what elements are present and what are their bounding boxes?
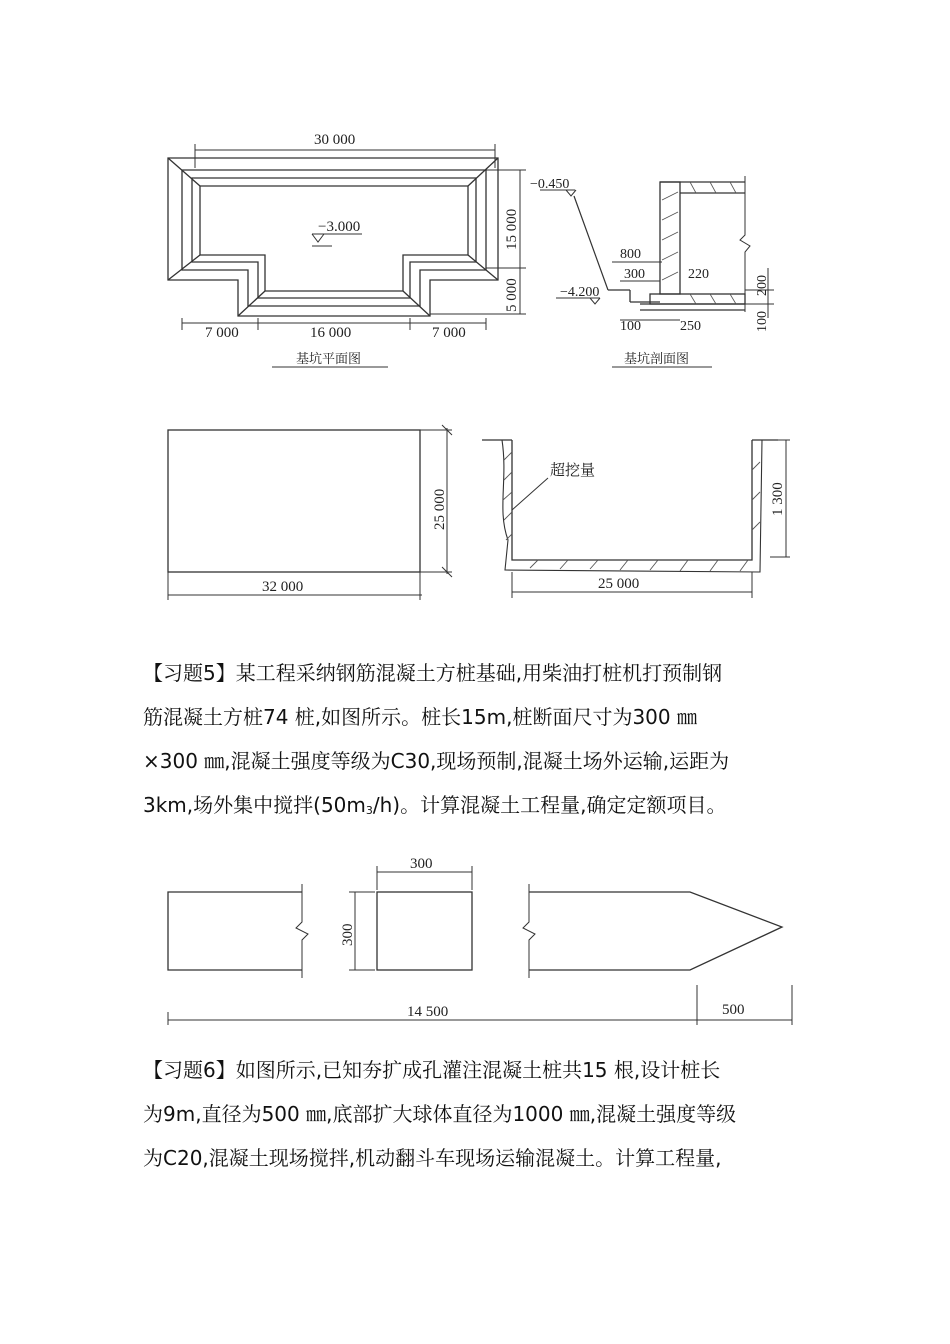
section-dim-200: 200 xyxy=(755,275,770,296)
plan-outline-inner xyxy=(200,186,468,291)
problem-6-line-1: 【习题6】如图所示,已知夯扩成孔灌注混凝土桩共15 根,设计桩长 xyxy=(143,1058,721,1082)
problem-5-line-2: 筋混凝土方桩74 桩,如图所示。桩长15m,桩断面尺寸为300 ㎜ xyxy=(143,705,697,729)
section-bottom-elev: −4.200 xyxy=(560,285,600,300)
problem-5-line-4-a: 3km,场外集中搅拌(50m xyxy=(143,793,366,817)
problem-5-line-4-sub: 3 xyxy=(365,804,373,817)
excavation-rect-width: 32 000 xyxy=(262,579,304,595)
section-dim-800: 800 xyxy=(620,247,641,262)
plan-right-dim-lower: 5 000 xyxy=(504,278,520,312)
plan-right-dim-upper: 15 000 xyxy=(504,208,520,250)
pile-tip-length: 500 xyxy=(722,1002,745,1018)
section-dim-100-vertical: 100 xyxy=(755,311,770,332)
pile-tip-segment xyxy=(529,892,782,970)
problem-5-line-3: ×300 ㎜,混凝土强度等级为C30,现场预制,混凝土场外运输,运距为 xyxy=(143,749,730,773)
section-dim-100-horizontal: 100 xyxy=(620,319,641,334)
section-dim-220: 220 xyxy=(688,267,709,282)
plan-outline-2 xyxy=(182,170,486,306)
excavation-rect-height: 25 000 xyxy=(432,488,448,530)
section-caption: 基坑剖面图 xyxy=(624,352,690,367)
problem-6-text xyxy=(143,1048,823,1180)
section-dim-250: 250 xyxy=(680,319,701,334)
pit-width: 25 000 xyxy=(598,576,640,592)
problem-6-line-3: 为C20,混凝土现场搅拌,机动翻斗车现场运输混凝土。计算工程量, xyxy=(143,1146,722,1170)
plan-bottom-dim-right: 7 000 xyxy=(432,325,466,341)
pit-depth: 1 300 xyxy=(770,482,786,516)
plan-bottom-dim-mid: 16 000 xyxy=(310,325,352,341)
problem-5-text xyxy=(143,651,823,833)
plan-top-dim: 30 000 xyxy=(314,132,356,148)
section-dim-300: 300 xyxy=(624,267,645,282)
problem-5-line-4 xyxy=(143,783,823,833)
pile-section-width: 300 xyxy=(410,856,433,872)
section-top-elev: −0.450 xyxy=(530,177,570,192)
pile-cross-section xyxy=(377,892,472,970)
plan-elevation: −3.000 xyxy=(318,219,361,235)
overdig-label: 超挖量 xyxy=(550,461,596,479)
plan-bottom-dim-left: 7 000 xyxy=(205,325,239,341)
problem-5-line-1: 【习题5】某工程采纳钢筋混凝土方桩基础,用柴油打桩机打预制钢 xyxy=(143,661,723,685)
pile-left-segment xyxy=(168,892,302,970)
pit-outline xyxy=(512,440,752,560)
pile-section-height: 300 xyxy=(340,923,356,946)
figure-excavation-outline xyxy=(0,415,950,615)
plan-outline-outer xyxy=(168,158,498,316)
figure-pile xyxy=(0,845,950,1025)
pile-total-length: 14 500 xyxy=(407,1004,449,1020)
plan-caption: 基坑平面图 xyxy=(296,352,362,367)
problem-5-line-4-b: /h)。计算混凝土工程量,确定定额项目。 xyxy=(372,793,727,817)
pit-overdig-outline xyxy=(502,440,762,572)
excavation-plan-rect xyxy=(168,430,420,572)
problem-6-line-2: 为9m,直径为500 ㎜,底部扩大球体直径为1000 ㎜,混凝土强度等级 xyxy=(143,1102,737,1126)
